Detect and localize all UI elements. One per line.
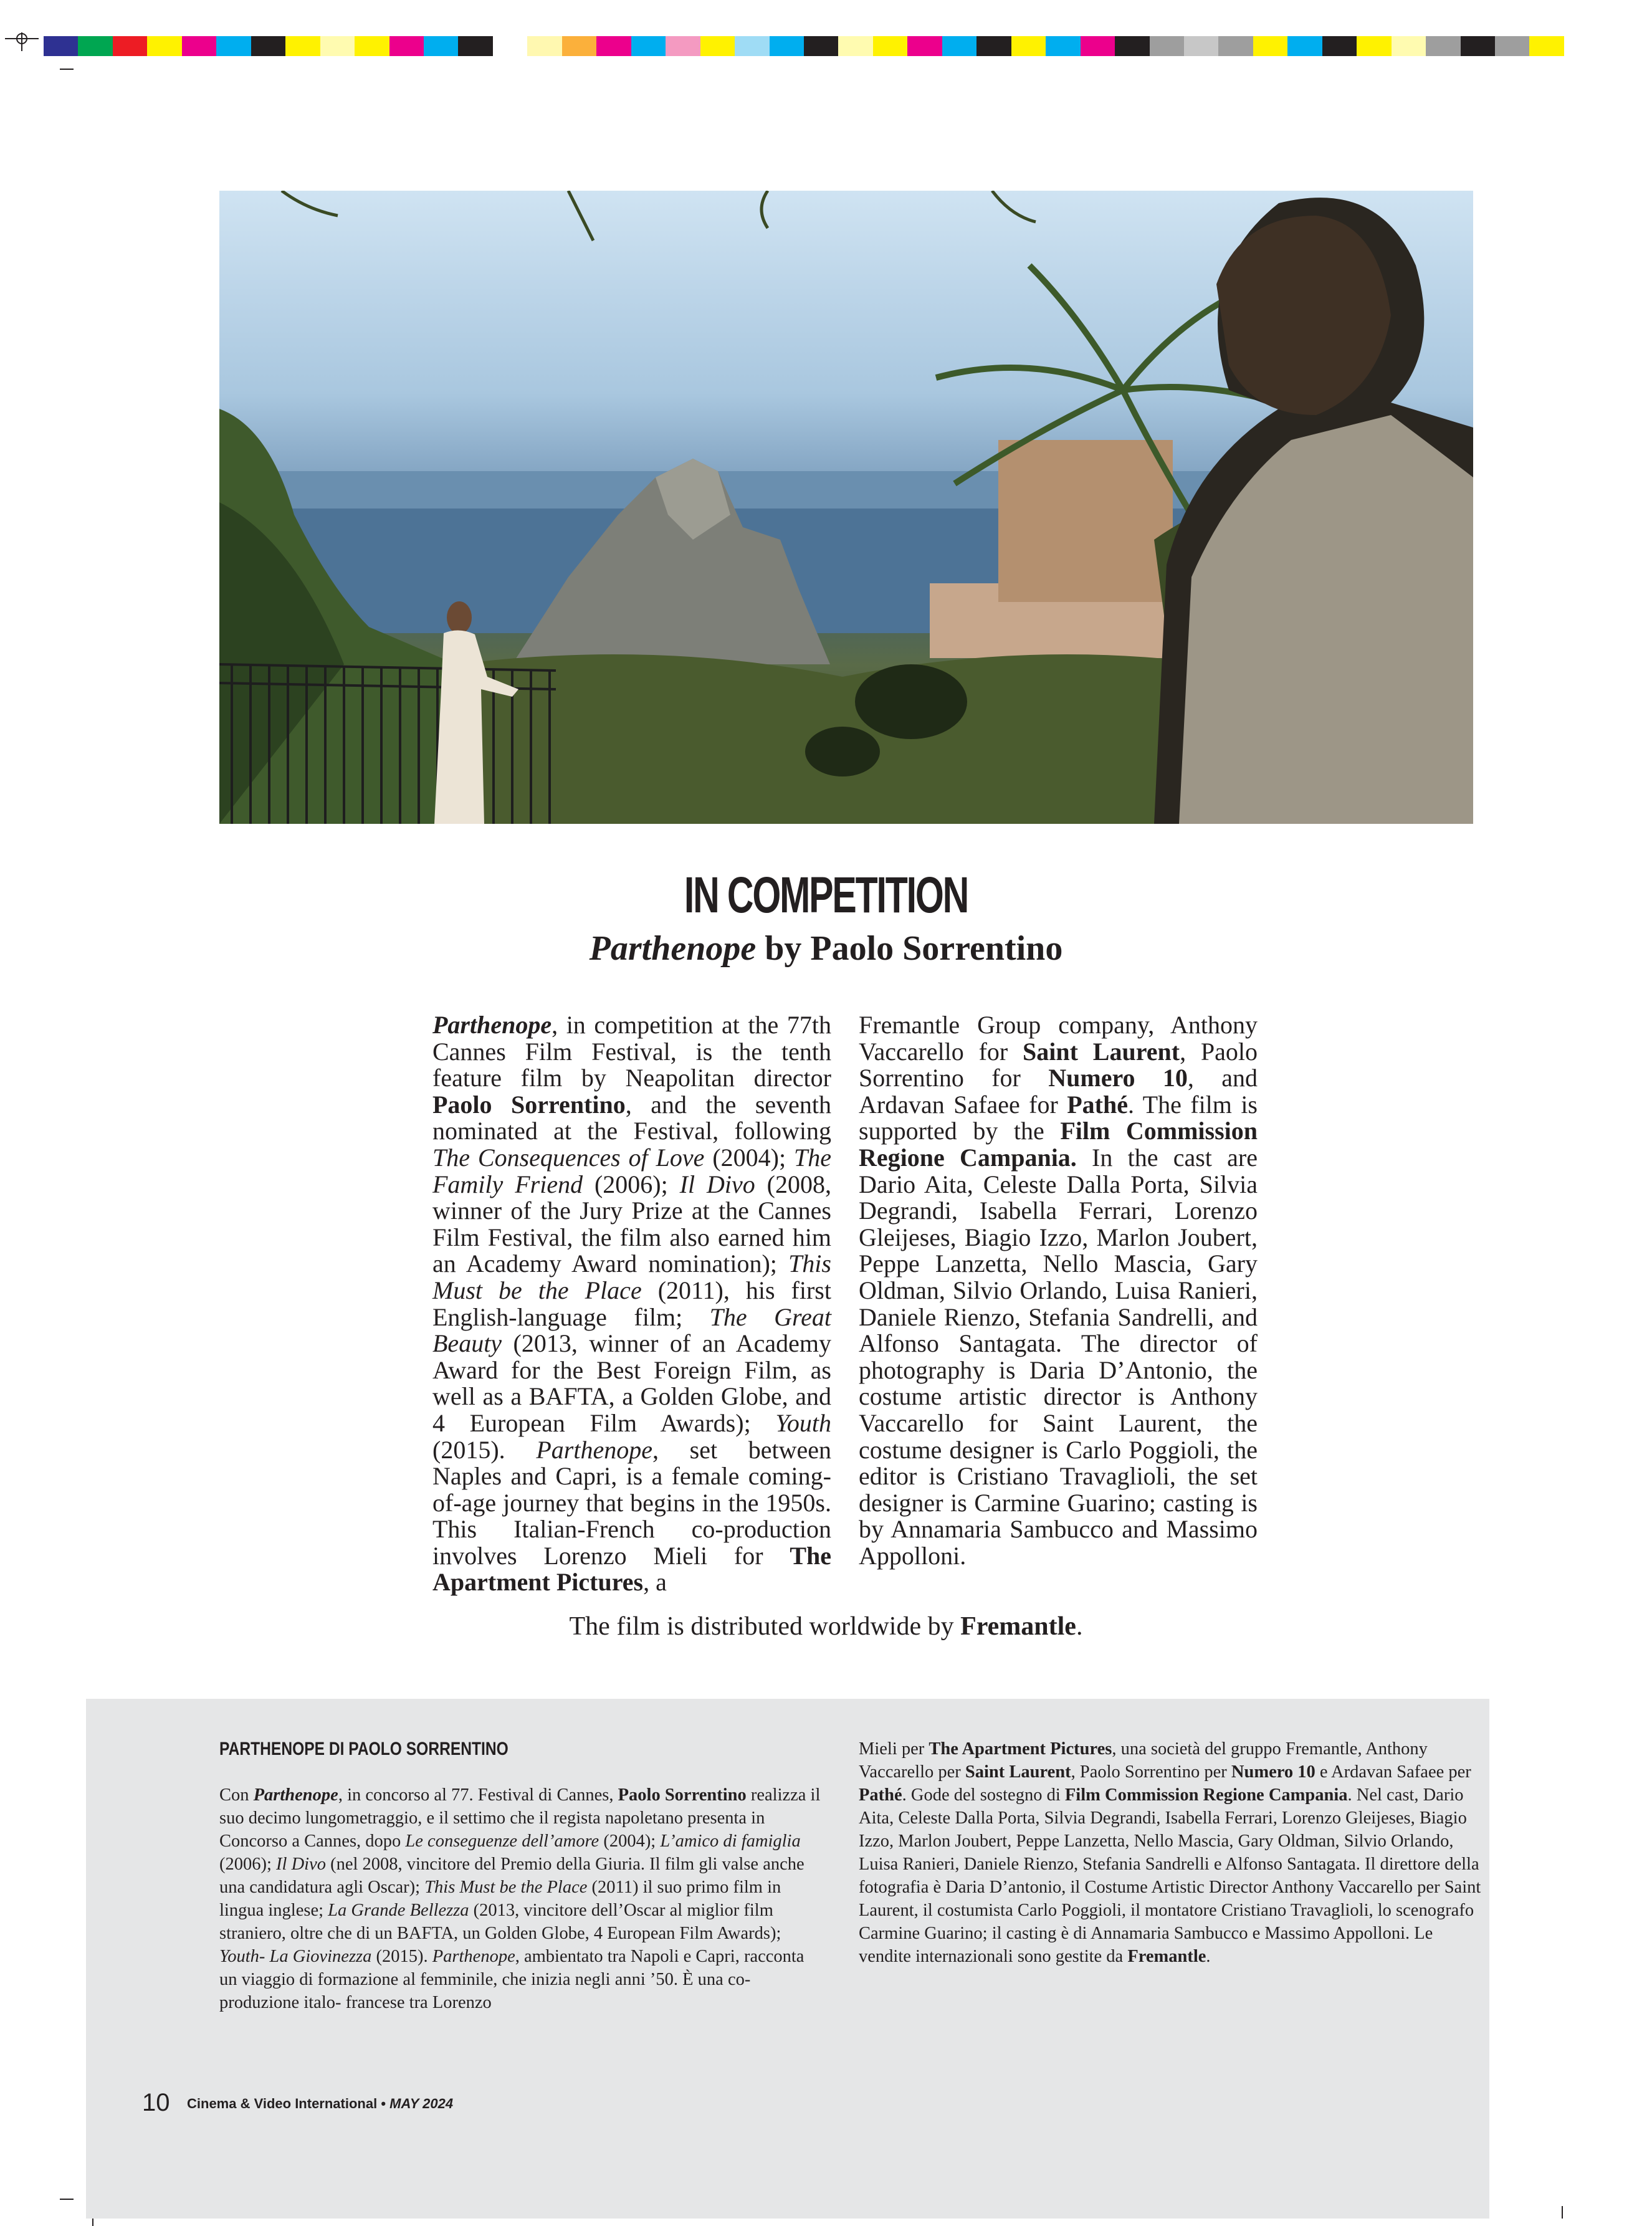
body-text: Mieli per: [859, 1739, 929, 1759]
color-swatch: [216, 36, 251, 56]
body-text: (2015).: [371, 1947, 432, 1966]
hero-photo: [219, 191, 1473, 824]
body-text: (2004);: [599, 1832, 661, 1851]
company-name: Pathé: [859, 1785, 902, 1805]
color-swatch: [355, 36, 389, 56]
hanging-branches: [282, 191, 1036, 241]
company-name: Numero 10: [1048, 1064, 1188, 1092]
film-title-inline: Parthenope: [253, 1785, 338, 1805]
body-text: , Paolo Sorrentino for: [859, 1037, 1258, 1092]
body-text: (2004);: [704, 1143, 794, 1172]
film-title-inline: Il Divo: [276, 1855, 326, 1874]
foreground-leaf: [855, 664, 967, 739]
color-swatch: [1426, 36, 1460, 56]
film-title-inline: Le conseguenze dell’amore: [405, 1832, 599, 1851]
crop-mark: [1562, 2206, 1563, 2219]
body-text: , Paolo Sorrentino per: [1071, 1762, 1231, 1782]
color-swatch: [1287, 36, 1322, 56]
printer-color-bar: [44, 36, 1564, 56]
body-text: , and the seventh nominated at the Festival, following: [432, 1090, 831, 1145]
distribution-note: [0, 1612, 1652, 1641]
color-swatch: [838, 36, 872, 56]
body-text: .: [1206, 1947, 1211, 1966]
color-swatch: [44, 36, 78, 56]
italian-column-left: [219, 1784, 824, 2014]
color-swatch: [666, 36, 700, 56]
page-number: 10: [142, 2089, 170, 2116]
body-text: (2008, winner of the Jury Prize at the Cannes Film Festival, the film also earned him an Academy Award nomination);: [432, 1170, 831, 1278]
magazine-name: Cinema & Video International: [187, 2096, 378, 2111]
article-column-left: [432, 1012, 831, 1596]
film-title-inline: L’amico di famiglia: [660, 1832, 801, 1851]
color-swatch: [1115, 36, 1149, 56]
color-swatch: [1184, 36, 1218, 56]
color-swatch: [1011, 36, 1046, 56]
body-text: (2013, winner of an Academy Award for the Best Foreign Film, as well as a BAFTA, a Golden Globe, and 4 European Film Awards);: [432, 1329, 831, 1437]
color-swatch: [976, 36, 1011, 56]
color-swatch: [251, 36, 285, 56]
color-swatch: [78, 36, 112, 56]
body-text: , in competition at the 77th Cannes Film Festival, is the tenth feature film by Neapolitan director: [432, 1011, 831, 1092]
body-text: realizza il suo decimo lungometraggio, e il settimo che il regista napoletano presenta in Concorso a Cannes, dopo: [219, 1785, 821, 1851]
body-text: , a: [643, 1568, 667, 1597]
color-swatch: [147, 36, 181, 56]
director-name: Paolo Sorrentino: [432, 1090, 626, 1119]
film-title-inline: The Family Friend: [432, 1143, 831, 1198]
registration-mark-icon: [5, 32, 39, 66]
body-text: In the cast are Dario Aita, Celeste Dalla Porta, Silvia Degrandi, Isabella Ferrari, Lorenzo Gleijeses, Biagio Izzo, Marlon Joubert, Peppe Lanzetta, Nello Mascia, Gary Oldman, Silvio Orlando, Luisa Ranieri, Daniele Rienzo, Stefania Sandrelli, and Alfonso Santagata. The director of photography is Daria D’Antonio, the costume artistic director is Anthony Vaccarello for Saint Laurent, the costume designer is Carlo Poggioli, the editor is Cristiano Travaglioli, the set designer is Carmine Guarino; casting is by Annamaria Sambucco and Massimo Appolloni.: [859, 1143, 1258, 1570]
company-name: Film Commission Regione Campania.: [859, 1117, 1258, 1172]
headline-film-title: Parthenope: [589, 929, 757, 968]
film-title-inline: La Grande Bellezza: [328, 1901, 469, 1920]
film-title-inline: Parthenope: [432, 1947, 515, 1966]
color-swatch: [1461, 36, 1495, 56]
color-swatch: [631, 36, 666, 56]
body-text: . Gode del sostegno di: [902, 1785, 1065, 1805]
color-swatch: [700, 36, 735, 56]
magazine-footer: [187, 2096, 453, 2112]
film-title-inline: Parthenope: [432, 1011, 552, 1039]
color-swatch: [596, 36, 631, 56]
color-swatch: [424, 36, 458, 56]
body-text: (nel 2008, vincitore del Premio della Giuria. Il film gli valse anche una candidatura agli Oscar);: [219, 1855, 805, 1897]
company-name: Pathé: [1067, 1090, 1128, 1119]
color-swatch: [389, 36, 424, 56]
film-title-inline: Youth: [775, 1408, 831, 1437]
headline-byline: by Paolo Sorrentino: [756, 929, 1063, 968]
color-swatch: [1253, 36, 1287, 56]
foreground-woman-silhouette: [1154, 198, 1473, 824]
film-title-inline: Il Divo: [679, 1170, 755, 1198]
company-name: The Apartment Pictures: [929, 1739, 1112, 1759]
color-swatch: [320, 36, 355, 56]
color-swatch: [770, 36, 804, 56]
color-swatch: [1495, 36, 1529, 56]
color-swatch: [907, 36, 942, 56]
body-text: . Nel cast, Dario Aita, Celeste Dalla Porta, Silvia Degrandi, Isabella Ferrari, Lorenzo Gleijeses, Biagio Izzo, Marlon Joubert, Peppe Lanzetta, Nello Mascia, Gary Oldman, Silvio Orlando, Luisa Ranieri, Daniele Rienzo, Stefania Sandrelli e Alfonso Santagata. Il direttore della fotografia è Daria D’antonio, il Costume Artistic Director Anthony Vaccarello per Saint Laurent, il costumista Carlo Poggioli, il montatore Cristiano Travaglioli, lo scenografo Carmine Guarino; il casting è di Annamaria Sambucco e Massimo Appolloni. Le vendite internazionali sono gestite da: [859, 1785, 1481, 1966]
body-text: .: [1076, 1612, 1083, 1641]
body-text: Fremantle Group company, Anthony Vaccarello for: [859, 1011, 1258, 1066]
body-text: , set between Naples and Capri, is a female coming-of-age journey that begins in the 1950s. This Italian-French co-production involves Lorenzo Mieli for: [432, 1435, 832, 1570]
company-name: Saint Laurent: [1023, 1037, 1180, 1066]
company-name: Saint Laurent: [965, 1762, 1071, 1782]
crop-mark: [60, 2199, 74, 2200]
article-column-right: [859, 1012, 1258, 1569]
foreground-leaf: [805, 727, 880, 776]
terrace-pillar: [998, 440, 1173, 602]
body-text: (2015).: [432, 1435, 537, 1464]
color-swatch: [285, 36, 320, 56]
body-text: (2013, vincitore dell’Oscar al miglior film straniero, oltre che di un BAFTA, un Golden Globe, 4 European Film Awards);: [219, 1901, 781, 1943]
color-swatch: [527, 36, 561, 56]
body-text: (2006);: [219, 1855, 277, 1874]
color-swatch: [873, 36, 907, 56]
distributor-name: Fremantle: [960, 1612, 1076, 1641]
film-title-inline: Parthenope: [536, 1435, 652, 1464]
color-swatch: [1529, 36, 1564, 56]
body-text: (2011), his first English-language film;: [432, 1276, 831, 1331]
section-kicker: IN COMPETITION: [684, 867, 968, 924]
color-swatch: [804, 36, 838, 56]
article-headline: [0, 929, 1652, 968]
film-title-inline: This Must be the Place: [424, 1878, 588, 1897]
body-text: e Ardavan Safaee per: [1315, 1762, 1471, 1782]
company-name: The Apartment Pictures: [432, 1541, 831, 1597]
color-swatch: [458, 36, 492, 56]
film-title-inline: The Consequences of Love: [432, 1143, 705, 1172]
film-title-inline: This Must be the Place: [432, 1249, 831, 1304]
color-swatch: [735, 36, 769, 56]
body-text: (2011) il suo primo film in lingua inglese;: [219, 1878, 781, 1920]
color-swatch: [1322, 36, 1357, 56]
color-swatch: [1150, 36, 1184, 56]
color-swatch: [562, 36, 596, 56]
film-title-inline: The Great Beauty: [432, 1302, 831, 1358]
body-text: , in concorso al 77. Festival di Cannes,: [338, 1785, 618, 1805]
body-text: , ambientato tra Napoli e Capri, racconta un viaggio di formazione al femminile, che inizia negli anni ’50. È una co-produzione italo- francese tra Lorenzo: [219, 1947, 805, 2012]
issue-date: MAY 2024: [389, 2096, 454, 2111]
body-text: (2006);: [583, 1170, 680, 1198]
color-swatch: [1081, 36, 1115, 56]
film-title-inline: Youth- La Giovinezza: [219, 1947, 372, 1966]
body-text: , and Ardavan Safaee for: [859, 1064, 1258, 1119]
color-swatch: [113, 36, 147, 56]
color-swatch: [1357, 36, 1391, 56]
color-swatch: [493, 36, 527, 56]
color-swatch: [1392, 36, 1426, 56]
footer-separator: •: [377, 2096, 390, 2111]
italian-box-title: PARTHENOPE DI PAOLO SORRENTINO: [219, 1739, 508, 1759]
body-text: The film is distributed worldwide by: [569, 1612, 961, 1641]
photo-scene: [219, 191, 1473, 824]
company-name: Numero 10: [1231, 1762, 1315, 1782]
color-swatch: [1046, 36, 1080, 56]
color-swatch: [182, 36, 216, 56]
italian-column-right: [859, 1737, 1482, 1968]
director-name: Paolo Sorrentino: [618, 1785, 747, 1805]
color-swatch: [942, 36, 976, 56]
color-swatch: [1218, 36, 1253, 56]
body-text: . The film is supported by the: [859, 1090, 1258, 1145]
crop-mark: [60, 69, 74, 70]
company-name: Film Commission Regione Campania: [1064, 1785, 1348, 1805]
body-text: Con: [219, 1785, 254, 1805]
distributor-name: Fremantle: [1127, 1947, 1206, 1966]
body-text: , una società del gruppo Fremantle, Anthony Vaccarello per: [859, 1739, 1428, 1782]
